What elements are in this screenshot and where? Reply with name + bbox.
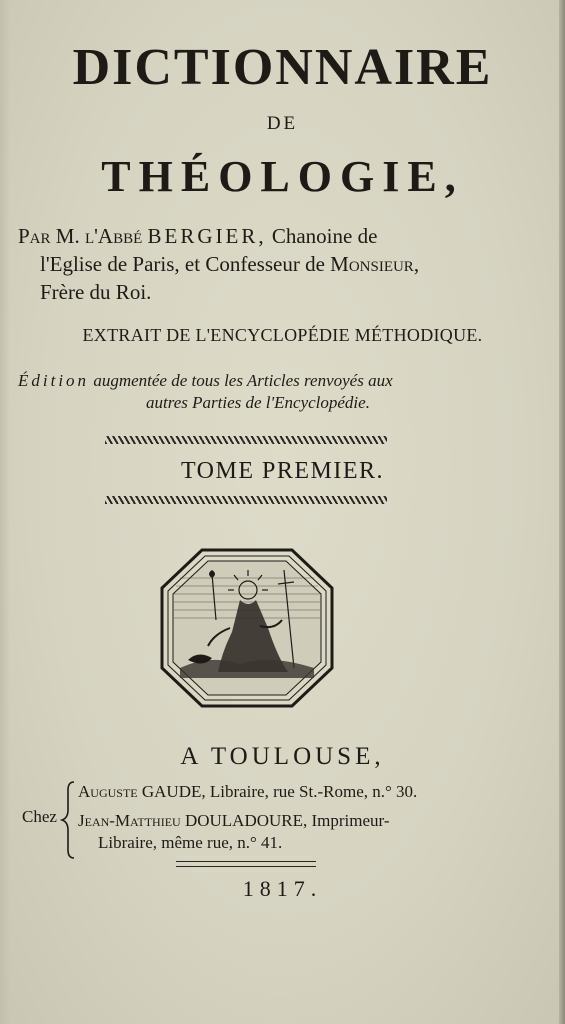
author-abbe: l'Abbé: [84, 224, 143, 248]
ornamental-rule-top: [105, 436, 387, 444]
extrait-line: EXTRAIT DE L'ENCYCLOPÉDIE MÉTHODIQUE.: [82, 325, 483, 345]
edition-block: [18, 370, 538, 414]
curly-brace-icon: [60, 780, 78, 860]
publisher-1-firstname: Auguste: [78, 782, 138, 801]
author-line-1: [18, 222, 538, 250]
author-par: Par: [18, 224, 51, 248]
title-de: DE: [266, 113, 299, 134]
author-line-3: Frère du Roi.: [40, 280, 152, 304]
publisher-1-details: GAUDE, Libraire, rue St.-Rome, n.° 30.: [141, 782, 418, 801]
author-name: BERGIER,: [147, 224, 267, 248]
author-m: M.: [55, 224, 80, 248]
title-main: DICTIONNAIRE: [72, 39, 493, 96]
publisher-line-3: Libraire, même rue, n.° 41.: [98, 833, 283, 852]
author-title: Chanoine de: [271, 224, 378, 248]
publisher-2-details: DOULADOURE, Imprimeur-: [184, 811, 390, 830]
title-theologie: THÉOLOGIE,: [101, 152, 464, 201]
tome-label: TOME PREMIER.: [180, 458, 385, 484]
author-line-2-text: l'Eglise de Paris, et Confesseur de: [40, 252, 325, 276]
edition-line-1-text: augmentée de tous les Articles renvoyés aux: [93, 371, 393, 390]
allegory-vignette-icon: [160, 548, 334, 708]
author-line-2: [18, 250, 538, 278]
publisher-line-2: [78, 810, 390, 832]
author-monsieur: Monsieur,: [330, 252, 420, 276]
imprint-year: 1817.: [242, 876, 323, 901]
double-rule: [176, 861, 316, 867]
ornamental-rule-bottom: [105, 496, 387, 504]
edition-line-2: autres Parties de l'Encyclopédie.: [146, 393, 370, 412]
publisher-line-1: [78, 781, 417, 803]
edition-lead: Édition: [18, 371, 90, 390]
author-block: [18, 222, 538, 306]
publisher-2-firstname: Jean-Matthieu: [78, 811, 181, 830]
edition-line-1: [18, 370, 538, 392]
imprint-chez: Chez: [22, 807, 57, 826]
imprint-city: A TOULOUSE,: [180, 743, 385, 770]
